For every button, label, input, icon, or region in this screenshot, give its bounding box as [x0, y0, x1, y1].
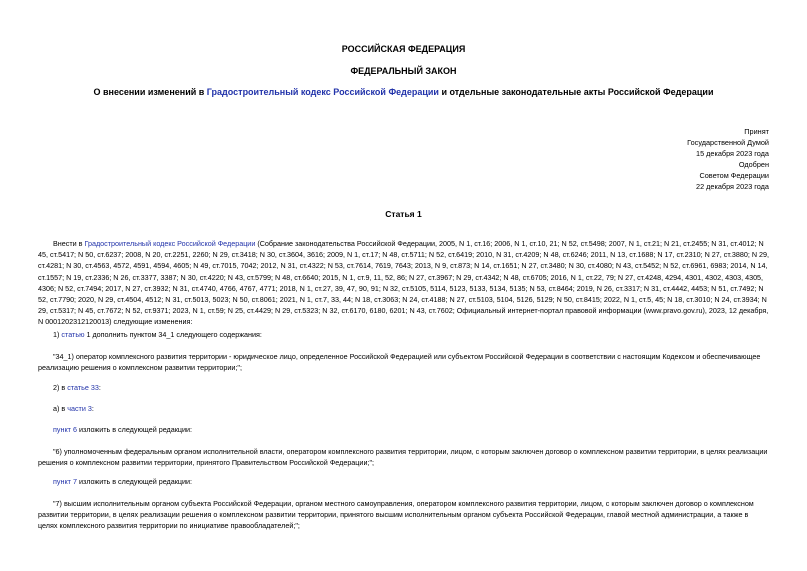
adoption-line: Принят	[744, 127, 769, 136]
point-7	[53, 476, 192, 487]
adoption-line: Одобрен	[738, 160, 769, 169]
point-7-link[interactable]: пункт 7	[53, 477, 77, 486]
point-6-text: изложить в следующей редакции:	[76, 425, 193, 434]
law-title	[0, 87, 807, 98]
intro-citations: (Собрание законодательства Российской Федерации, 2005, N 1, ст.16; 2006, N 1, ст.10, 21; N 52, ст.5498; 2007, N 1, ст.21; N 21, ст.2455; N 31, ст.4012; N 45, ст.5417; N 50, ст.6237; 2008, N 20, ст.2251, 2260; N 29, ст.3418; N 30, ст.3604, 3616; 2009, N 1, ст.17; N 48, ст.5711; N 52, ст.6419; 2010, N 31, ст.4209; N 48, ст.6246; 2011, N 13, ст.1688; N 17, ст.2310; N 27, ст.3880; N 29, ст.4281; N 30, ст.4563, 4572, 4591, 4594, 4605; N 49, ст.7015, 7042; 2012, N 31, ст.4322; N 53, ст.7614, 7619, 7643; 2013, N 9, ст.873; N 14, ст.1651; N 27, ст.3480; N 30, ст.4080; N 43, ст.5452; N 52, ст.6961, 6983; 2014, N 14, ст.1557; N 19, ст.2336; N 26, ст.3377, 3387; N 30, ст.4220; N 43, ст.5799; N 48, ст.6640; 2015, N 1, ст.9, 11, 52, 86; N 27, ст.3967; N 29, ст.4342; N 48, ст.6705; 2016, N 1, ст.22, 79; N 27, ст.4248, 4294, 4301, 4302, 4303, 4305, 4306; N 52, ст.7494; 2017, N 27, ст.3932; N 31, ст.4740, 4766, 4767, 4771; 2018, N 1, ст.27, 39, 47, 90, 91; N 32, ст.5105, 5114, 5123, 5133, 5134, 5135; N 53, ст.8464; 2019, N 26, ст.3317; N 31, ст.4442, 4453; N 51, ст.7492; N 52, ст.7790; 2020, N 29, ст.4504, 4512; N 31, ст.5013, 5023; N 50, ст.8061; 2021, N 1, ст.7, 33, 44; N 18, ст.3063; N 24, ст.4188; N 27, ст.5103, 5104, 5126, 5129; N 50, ст.8415; 2022, N 1, ст.5, 45; N 18, ст.3010; N 24, ст.3934; N 29, ст.5317; N 45, ст.7672; N 52, ст.9371; 2023, N 1, ст.59; N 25, ст.4429; N 29, ст.5323; N 32, ст.6170, 6180, 6201; N 43, ст.7602; Официальный интернет-портал правовой информации (www.pravo.gov.ru), 2023, 12 декабря, N 0001202312120013) следующие изменения:	[38, 239, 769, 327]
item-2a-part-link[interactable]: части 3	[67, 404, 92, 413]
item-2	[53, 382, 101, 393]
country-heading: РОССИЙСКАЯ ФЕДЕРАЦИЯ	[341, 44, 466, 54]
item-1	[53, 329, 262, 340]
law-title-prefix: О внесении изменений в	[93, 87, 207, 97]
intro-prefix: Внести в	[53, 239, 85, 248]
point-6-link[interactable]: пункт 6	[53, 425, 77, 434]
article-intro	[38, 238, 769, 328]
law-title-suffix: и отдельные законодательные акты Российской Федерации	[438, 87, 714, 97]
item-1-quote: "34_1) оператор комплексного развития территории - юридическое лицо, определенное Российской Федерацией или субъектом Российской Федерации в соответствии с настоящим Кодексом и обеспечивающее реализацию решения о комплексном развитии территории;";	[38, 352, 761, 373]
item-2a	[53, 403, 94, 414]
law-type-heading: ФЕДЕРАЛЬНЫЙ ЗАКОН	[350, 66, 457, 76]
intro-code-link[interactable]: Градостроительный кодекс Российской Федерации	[84, 239, 256, 248]
item-2a-prefix: а) в	[53, 404, 68, 413]
adoption-line: Государственной Думой	[687, 138, 769, 147]
item-2-suffix: :	[98, 383, 101, 392]
intro-paragraph	[38, 238, 769, 328]
item-2-prefix: 2) в	[53, 383, 68, 392]
point-7-text: изложить в следующей редакции:	[76, 477, 193, 486]
adoption-line: 15 декабря 2023 года	[696, 149, 769, 158]
item-2a-suffix: :	[91, 404, 94, 413]
item-1-quote-block	[38, 351, 769, 373]
adoption-block	[569, 126, 769, 192]
point-6-quote: "6) уполномоченным федеральным органом исполнительной власти, оператором комплексного развития территории, лицом, с которым заключен договор о комплексном развитии территории, в целях реализации решения о комплексном развитии территории, принятого Правительством Российской Федерации;";	[38, 447, 768, 468]
law-title-code-link[interactable]: Градостроительный кодекс Российской Федерации	[206, 87, 439, 97]
item-1-prefix: 1)	[53, 330, 62, 339]
item-1-article-link[interactable]: статью	[61, 330, 85, 339]
item-1-text: 1 дополнить пунктом 34_1 следующего содержания:	[84, 330, 262, 339]
point-6-quote-block	[38, 446, 769, 468]
article-heading: Статья 1	[385, 209, 422, 219]
point-6	[53, 424, 192, 435]
point-7-quote: "7) высшим исполнительным органом субъекта Российской Федерации, органом местного самоуправления, оператором комплексного развития территории, лицом, с которым заключен договор о комплексном развитии территории, в целях реализации решения о комплексном развитии территории, принятого высшим исполнительным органом субъекта Российской Федерации, главой местной администрации, а также в целях комплексного развития территории по инициативе правообладателей;";	[38, 499, 754, 531]
item-2-article-link[interactable]: статье 33	[67, 383, 99, 392]
point-7-quote-block	[38, 498, 769, 532]
adoption-line: Советом Федерации	[699, 171, 769, 180]
adoption-line: 22 декабря 2023 года	[696, 182, 769, 191]
